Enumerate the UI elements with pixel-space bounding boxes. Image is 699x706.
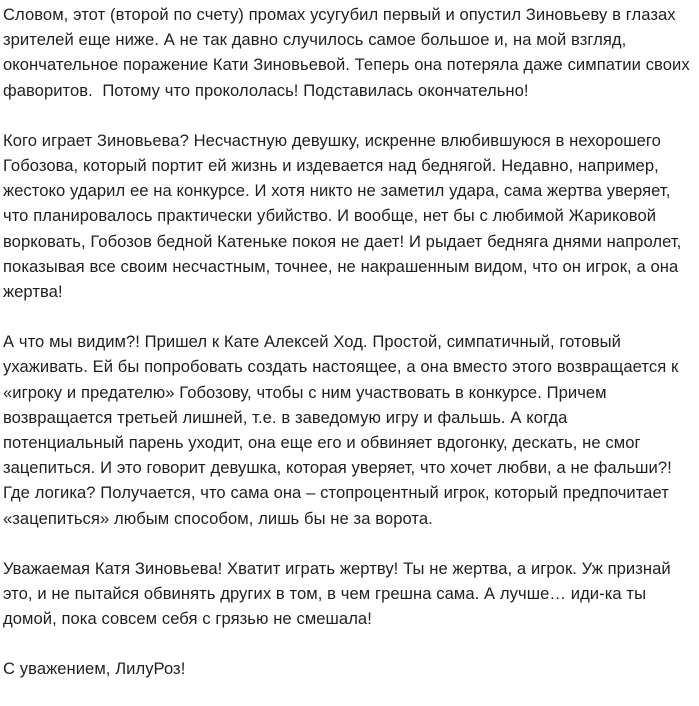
paragraph-1: Словом, этот (второй по счету) промах усугубил первый и опустил Зиновьеву в глазах зрителей еще ниже. А не так давно случилось самое большое и, на мой взгляд, окончательное поражение Кати Зиновьевой. Теперь она потеряла даже симпатии своих фаворитов. Потому что прокололась! Подставилась окончательно! (3, 5, 695, 100)
paragraph-2: Кого играет Зиновьева? Несчастную девушку, искренне влюбившуюся в нехорошего Гобозова, который портит ей жизнь и издевается над беднягой. Недавно, например, жестоко ударил ее на конкурсе. И хотя никто не заметил удара, сама жертва уверяет, что планировалось практически убийство. И вообще, нет бы с любимой Жариковой ворковать, Гобозов бедной Катеньке покоя не дает! И рыдает бедняга днями напролет, показывая все своим несчастным, точнее, не накрашенным видом, что он игрок, а она жертва! (3, 130, 687, 302)
paragraph-4: Уважаемая Катя Зиновьева! Хватит играть жертву! Ты не жертва, а игрок. Уж признай это, и не пытайся обвинять других в том, в чем грешна сама. А лучше… иди-ка ты домой, пока совсем себя с грязью не смешала! (3, 558, 676, 629)
signature-line: С уважением, ЛилуРоз! (3, 659, 186, 679)
paragraph-3: А что мы видим?! Пришел к Кате Алексей Ход. Простой, симпатичный, готовый ухаживать. Ей бы попробовать создать настоящее, а она вместо этого возвращается к «игроку и предателю» Гобозову, чтобы с ним участвовать в конкурсе. Причем возвращается третьей лишней, т.е. в заведомую игру и фальшь. А когда потенциальный парень уходит, она еще его и обвиняет вдогонку, дескать, не смог зацепиться. И это говорит девушка, которая уверяет, что хочет любви, а не фальши?! Где логика? Получается, что сама она – стопроцентный игрок, который предпочитает «зацепиться» любым способом, лишь бы не за ворота. (3, 332, 684, 528)
